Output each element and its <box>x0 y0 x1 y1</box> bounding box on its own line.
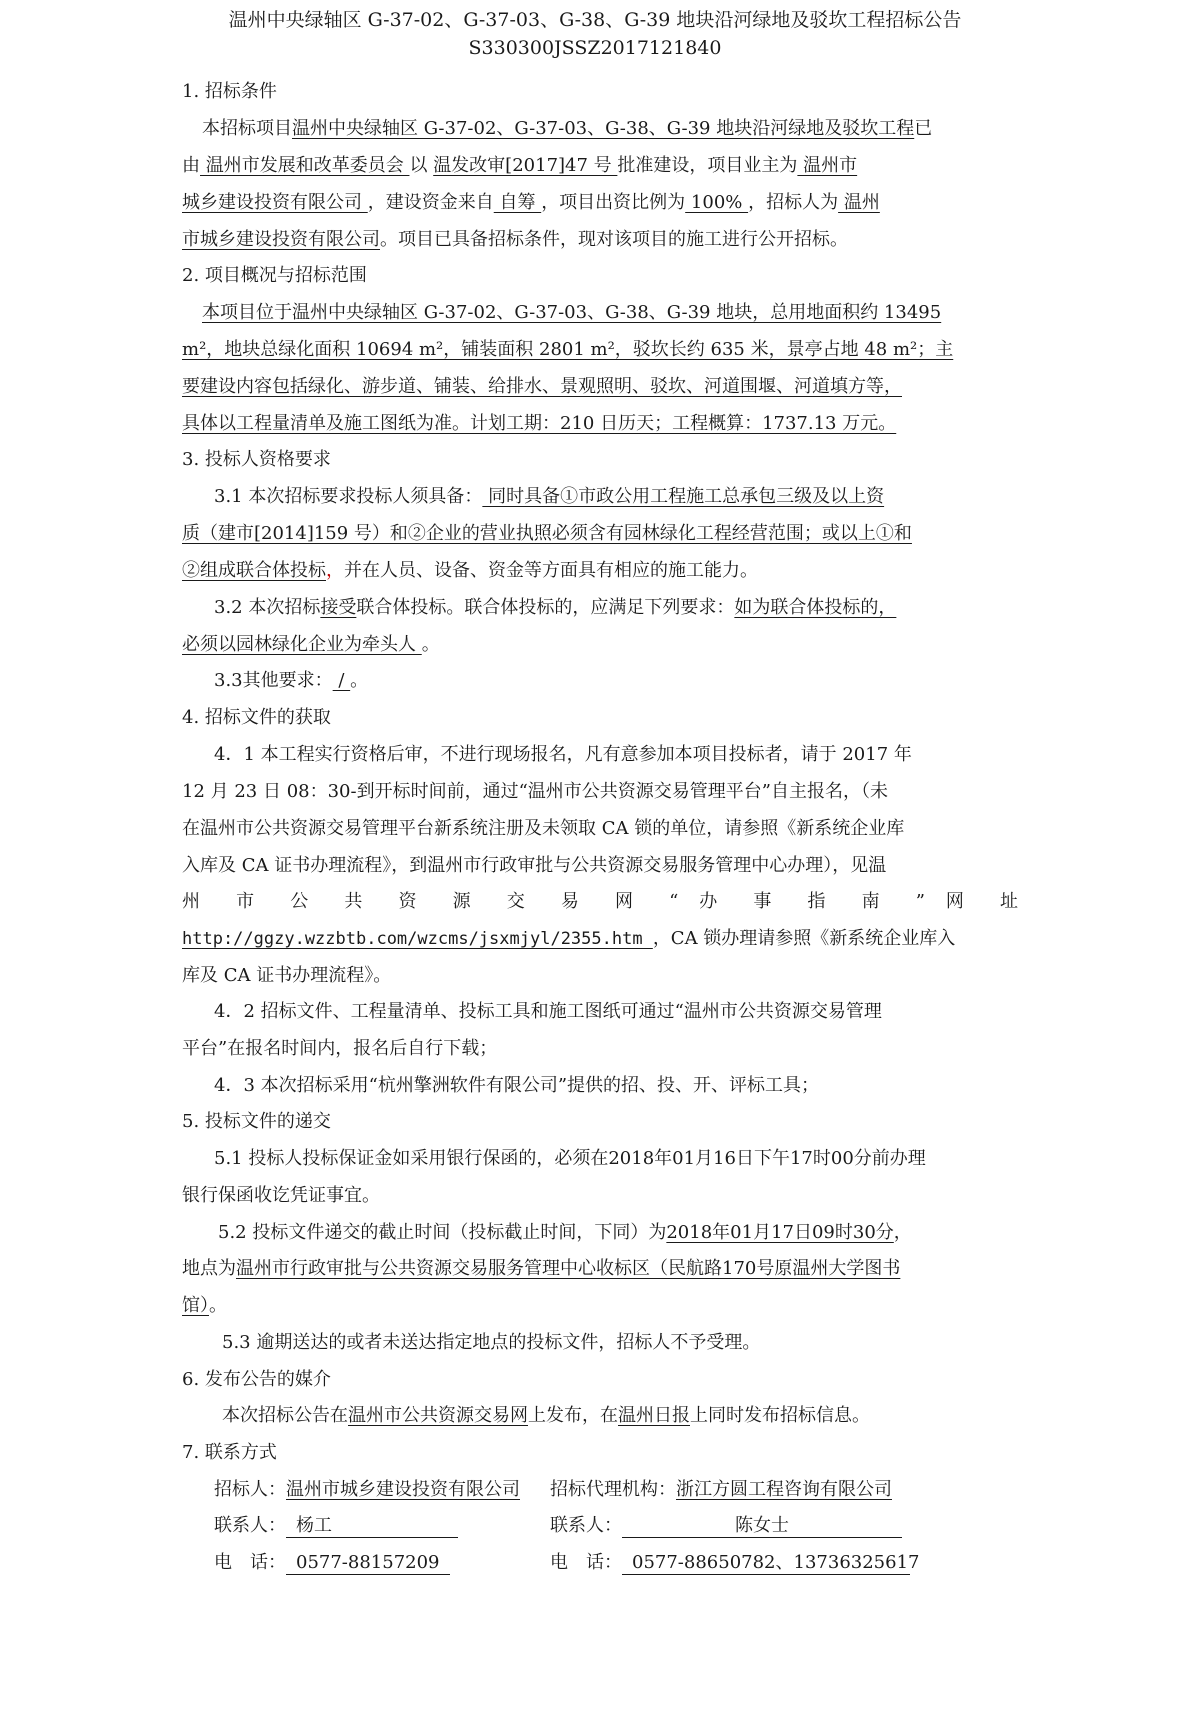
text: 。项目已具备招标条件，现对该项目的施工进行公开招标。 <box>380 229 848 250</box>
text: 本招标项目 <box>202 118 292 139</box>
section-1-line-3 <box>182 191 1018 215</box>
tenderer: 温州 <box>838 192 880 213</box>
section-2-line-2: m²，地块总绿化面积 10694 m²，铺装面积 2801 m²，驳坎长约 635 米，景亭占地 48 m²；主 <box>182 339 954 360</box>
section-3-2-line-2 <box>182 633 1018 657</box>
section-2-heading: 2. 项目概况与招标范围 <box>182 265 367 286</box>
text: ， <box>326 560 344 581</box>
tenderer-phone: 0577-88157209 <box>286 1552 450 1575</box>
submission-location: 温州市行政审批与公共资源交易服务管理中心收标区（民航路170号原温州大学图书 <box>236 1258 901 1279</box>
section-4-2-line-1: 4．2 招标文件、工程量清单、投标工具和施工图纸可通过“温州市公共资源交易管理 <box>214 1001 882 1022</box>
text: 3.3其他要求： <box>214 670 333 691</box>
text: 3.1 本次招标要求投标人须具备： <box>214 486 483 507</box>
announcement-title: 温州中央绿轴区 G-37-02、G-37-03、G-38、G-39 地块沿河绿地及驳坎工程招标公告 <box>228 9 962 31</box>
text: 地点为 <box>182 1258 236 1279</box>
agency-name: 浙江方圆工程咨询有限公司 <box>676 1479 892 1500</box>
agency-contact-label: 联系人： <box>550 1515 622 1536</box>
project-owner: 城乡建设投资有限公司 <box>182 192 368 213</box>
project-owner: 温州市 <box>797 155 858 176</box>
publication-newspaper: 温州日报 <box>618 1405 690 1426</box>
contact-row-person <box>182 1514 1018 1538</box>
agency-label: 招标代理机构： <box>550 1479 676 1500</box>
agency-phone-block <box>550 1551 920 1575</box>
section-5-2-line-1 <box>182 1221 1018 1245</box>
section-6-text <box>182 1404 1018 1428</box>
text: 由 <box>182 155 200 176</box>
section-5-2-line-2 <box>182 1257 1018 1281</box>
text: ，项目出资比例为 <box>541 192 686 213</box>
contact-row-phone <box>182 1551 1018 1575</box>
text: 。 <box>421 634 440 655</box>
section-3-1-line-1 <box>182 485 1018 509</box>
section-4-1-line-6 <box>182 927 1018 951</box>
section-4-1-line-5: 州 市 公 共 资 源 交 易 网 “ 办 事 指 南 ” 网 址 <box>182 891 1018 912</box>
section-5-1-line-1: 5.1 投标人投标保证金如采用银行保函的，必须在2018年01月16日下午17时00分前办理 <box>214 1148 926 1169</box>
text: 5.2 投标文件递交的截止时间（投标截止时间，下同）为 <box>218 1222 667 1243</box>
tenderer-name: 温州市城乡建设投资有限公司 <box>286 1479 520 1500</box>
section-2-line-4: 具体以工程量清单及施工图纸为准。计划工期：210 日历天；工程概算：1737.13 万元。 <box>182 413 897 434</box>
consortium-requirement: 必须以园林绿化企业为牵头人 <box>182 634 422 655</box>
text: 以 <box>409 155 434 176</box>
tenderer-contact-label: 联系人： <box>214 1515 286 1536</box>
funding-ratio: 100% <box>685 192 749 213</box>
agency-phone-label: 电 话： <box>550 1552 622 1573</box>
agency-contact-block <box>550 1514 902 1538</box>
section-1-line-2 <box>182 154 1018 178</box>
section-4-1-line-4: 入库及 CA 证书办理流程》，到温州市行政审批与公共资源交易服务管理中心办理），见温 <box>182 855 887 876</box>
section-4-2-line-2: 平台”在报名时间内，报名后自行下载； <box>182 1038 498 1059</box>
publication-website: 温州市公共资源交易网 <box>348 1405 528 1426</box>
approval-document: 温发改审[2017]47 号 <box>433 155 618 176</box>
section-4-1-line-3: 在温州市公共资源交易管理平台新系统注册及未领取 CA 锁的单位，请参照《新系统企业库 <box>182 818 905 839</box>
text: ，建设资金来自 <box>367 192 494 213</box>
submission-deadline: 2018年01月17日09时30分 <box>666 1222 894 1243</box>
section-3-3 <box>182 669 1018 693</box>
section-4-3: 4．3 本次招标采用“杭州擎洲软件有限公司”提供的招、投、开、评标工具； <box>214 1075 820 1096</box>
section-4-heading: 4. 招标文件的获取 <box>182 707 331 728</box>
text: 并在人员、设备、资金等方面具有相应的施工能力。 <box>344 560 758 581</box>
section-4-1-line-2: 12 月 23 日 08：30-到开标时间前，通过“温州市公共资源交易管理平台”自主报名，（未 <box>182 781 888 802</box>
section-6-heading: 6. 发布公告的媒介 <box>182 1369 331 1390</box>
other-requirements: / <box>332 670 351 691</box>
section-2-line-3: 要建设内容包括绿化、游步道、铺装、给排水、景观照明、驳坎、河道围堰、河道填方等， <box>182 376 902 397</box>
text: 。 <box>350 670 369 691</box>
section-7-heading: 7. 联系方式 <box>182 1442 277 1463</box>
tenderer: 市城乡建设投资有限公司 <box>182 229 380 250</box>
section-2-line-1: 本项目位于温州中央绿轴区 G-37-02、G-37-03、G-38、G-39 地块，总用地面积约 13495 <box>202 302 942 323</box>
agency-contact: 陈女士 <box>622 1515 902 1538</box>
contact-row-org <box>182 1478 1018 1502</box>
approval-authority: 温州市发展和改革委员会 <box>200 155 410 176</box>
project-code: S330300JSSZ2017121840 <box>468 37 722 59</box>
section-5-1-line-2: 银行保函收讫凭证事宜。 <box>182 1185 380 1206</box>
agency-phone: 0577-88650782、13736325617 <box>622 1552 910 1575</box>
section-3-heading: 3. 投标人资格要求 <box>182 449 331 470</box>
text: 本次招标公告在 <box>222 1405 348 1426</box>
section-4-1-line-1: 4．1 本工程实行资格后审，不进行现场报名，凡有意参加本项目投标者，请于 2017 年 <box>214 744 912 765</box>
tenderer-phone-label: 电 话： <box>214 1552 286 1573</box>
text: 上同时发布招标信息。 <box>690 1405 870 1426</box>
text: 已 <box>914 118 933 139</box>
text: ， <box>893 1222 912 1243</box>
section-4-1-line-7: 库及 CA 证书办理流程》。 <box>182 965 392 986</box>
agency-block <box>550 1478 892 1502</box>
section-3-1-line-2: 质（建市[2014]159 号）和②企业的营业执照必须含有园林绿化工程经营范围；或以上①和 <box>182 523 912 544</box>
qualification-requirement: ②组成联合体投标 <box>182 560 326 581</box>
text: ，招标人为 <box>748 192 839 213</box>
text: 批准建设，项目业主为 <box>617 155 798 176</box>
funding-source: 自筹 <box>493 192 542 213</box>
section-1-line-1 <box>182 117 1018 141</box>
section-5-heading: 5. 投标文件的递交 <box>182 1111 331 1132</box>
section-1-heading: 1. 招标条件 <box>182 81 277 102</box>
guide-link[interactable]: http://ggzy.wzzbtb.com/wzcms/jsxmjyl/2355.htm <box>182 929 653 949</box>
qualification-requirement: 同时具备①市政公用工程施工总承包三级及以上资 <box>482 486 885 507</box>
project-name: 温州中央绿轴区 G-37-02、G-37-03、G-38、G-39 地块沿河绿地及驳坎工程 <box>292 118 915 139</box>
section-3-2-line-1 <box>182 596 1018 620</box>
tenderer-label: 招标人： <box>214 1479 286 1500</box>
submission-location: 馆） <box>182 1295 209 1316</box>
text: ，CA 锁办理请参照《新系统企业库入 <box>652 928 956 949</box>
consortium-requirement: 如为联合体投标的， <box>734 597 897 618</box>
text: 上发布，在 <box>528 1405 618 1426</box>
tenderer-contact: 杨工 <box>286 1515 458 1538</box>
section-5-2-line-3 <box>182 1294 1018 1318</box>
section-3-1-line-3 <box>182 559 1018 583</box>
text: 联合体投标。联合体投标的，应满足下列要求： <box>356 597 735 618</box>
text: 3.2 本次招标 <box>214 597 321 618</box>
consortium-accepted: 接受 <box>320 597 357 618</box>
text: 。 <box>209 1295 227 1316</box>
section-5-3: 5.3 逾期送达的或者未送达指定地点的投标文件，招标人不予受理。 <box>222 1332 761 1353</box>
section-1-line-4 <box>182 228 1018 252</box>
